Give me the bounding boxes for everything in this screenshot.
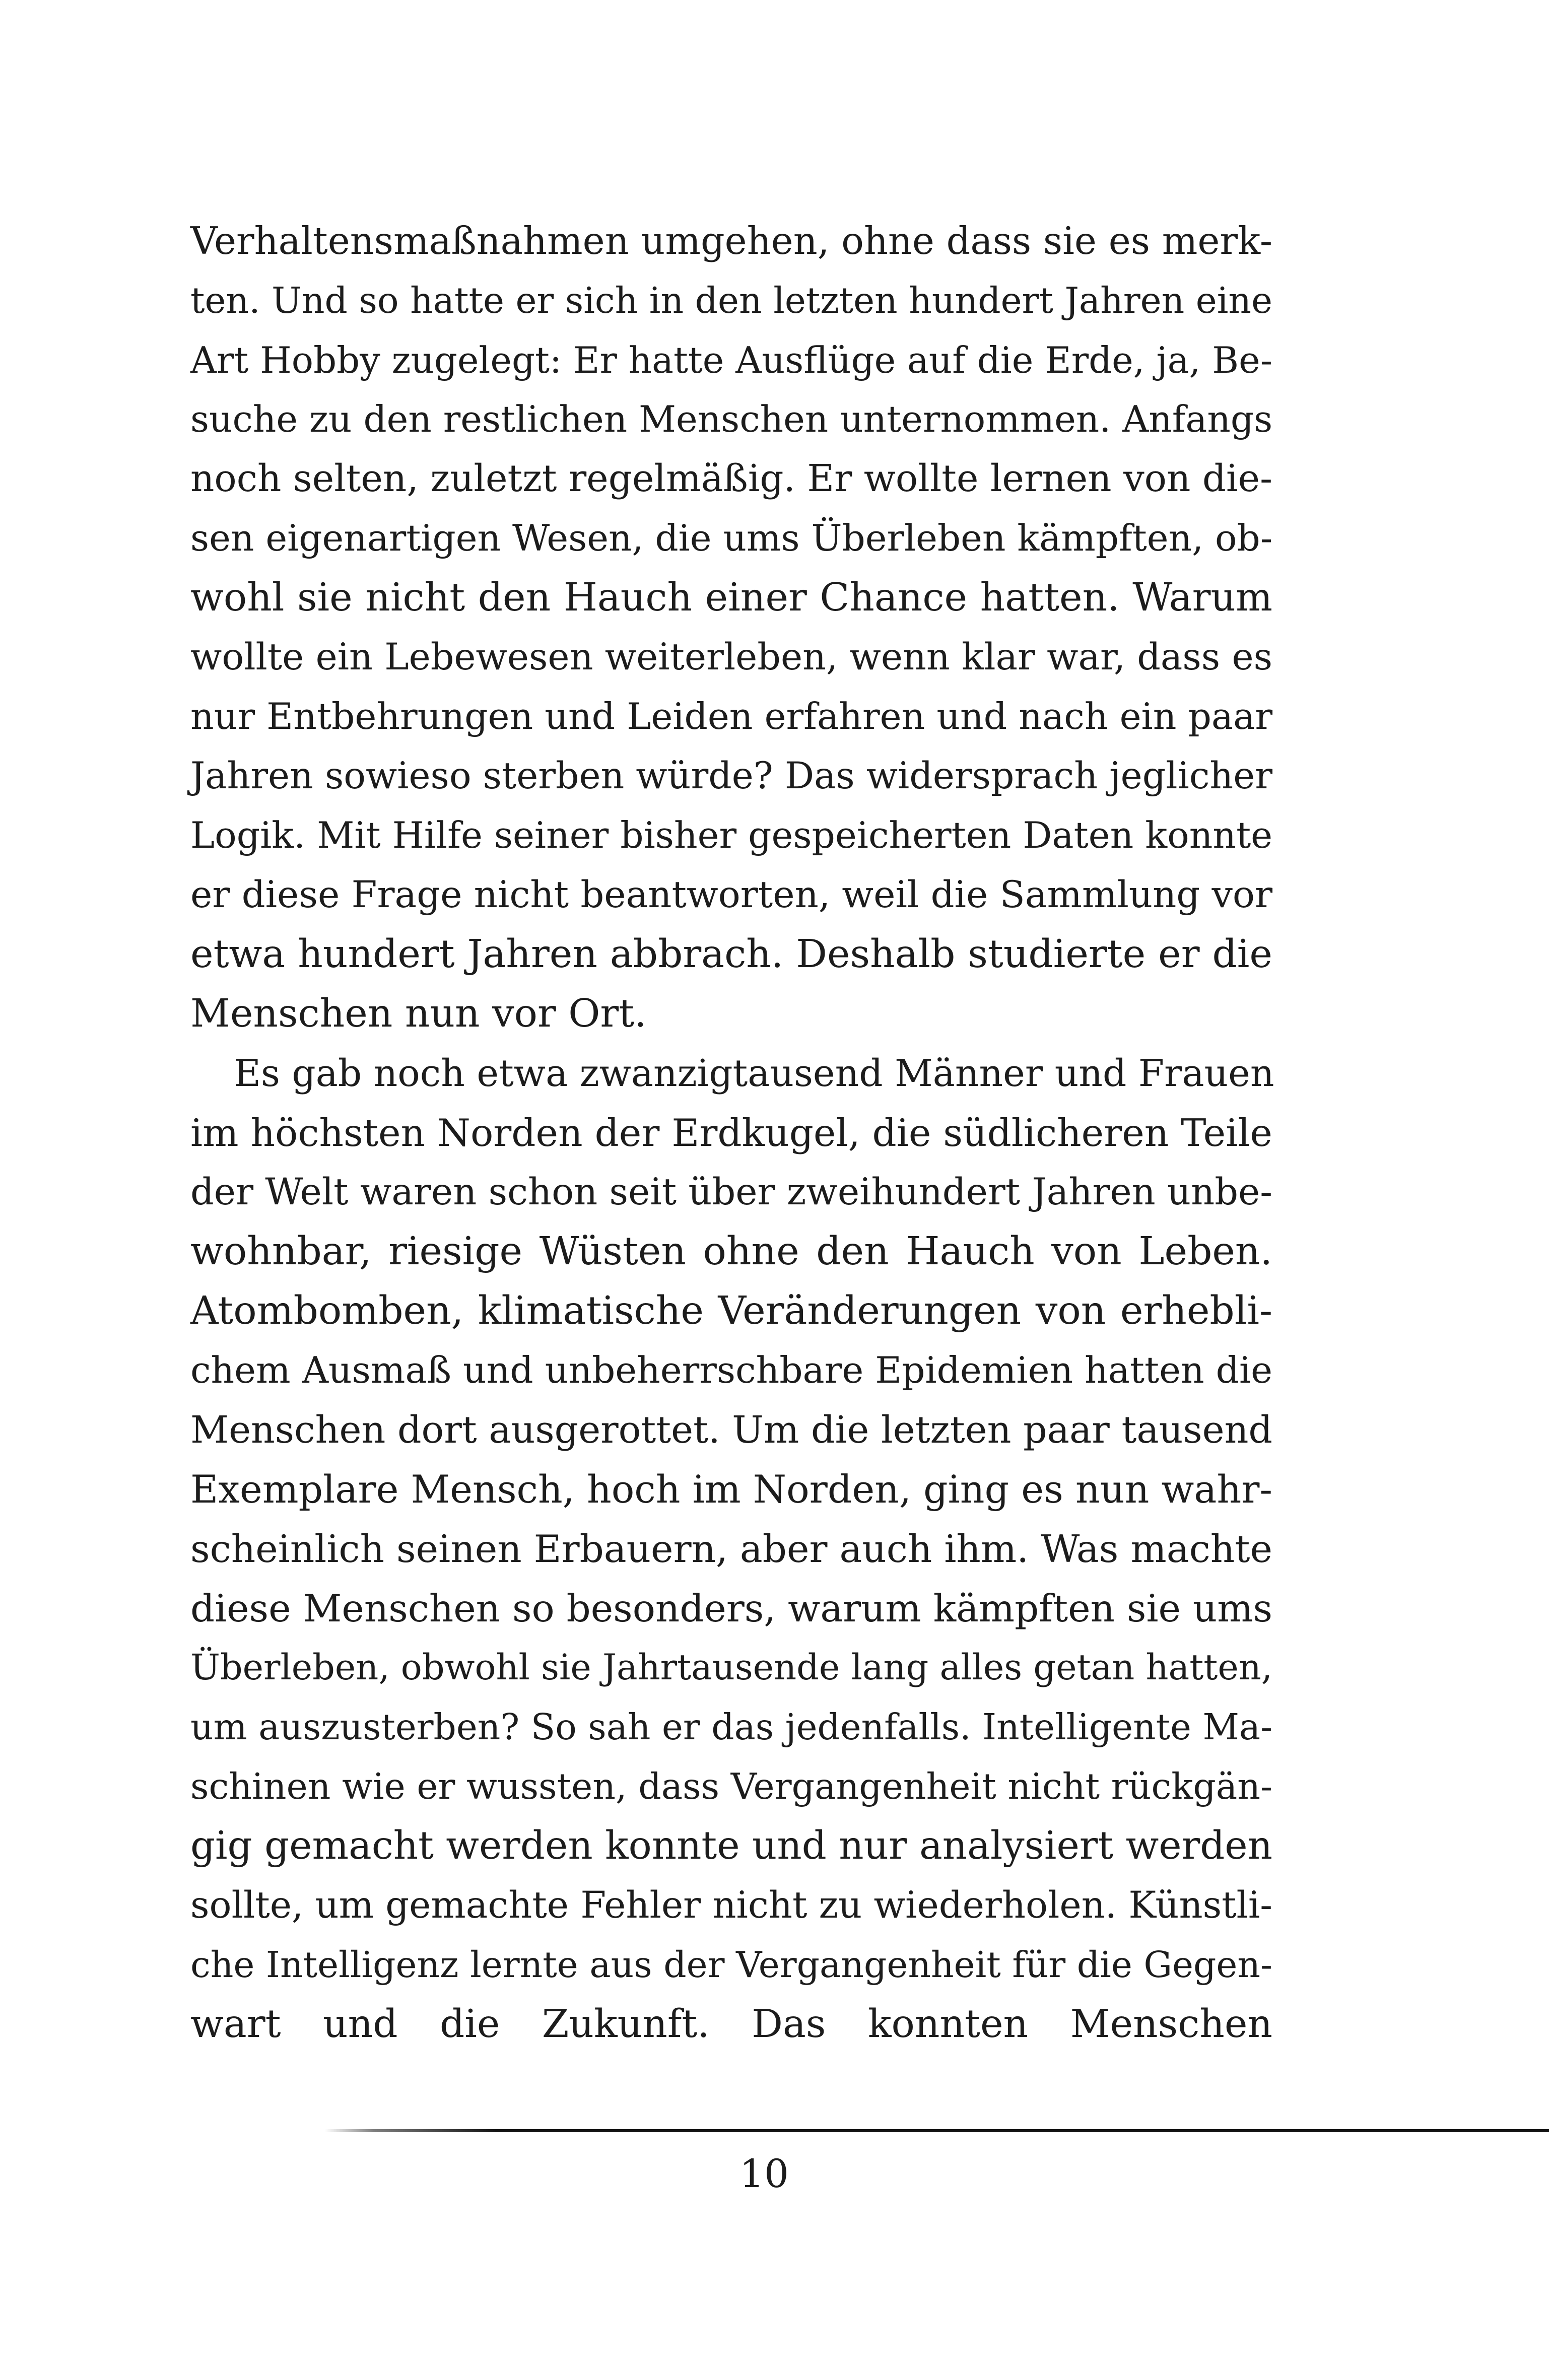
text-line: Atombomben, klimatische Veränderungen von erhebli- [190, 1288, 1272, 1333]
body-text [190, 212, 1272, 2054]
text-line: che Intelligenz lernte aus der Vergangenheit für die Gegen- [190, 1944, 1272, 1986]
text-line: diese Menschen so besonders, warum kämpften sie ums [190, 1586, 1272, 1630]
text-line: schinen wie er wussten, dass Vergangenheit nicht rückgän- [190, 1765, 1272, 1807]
text-line: chem Ausmaß und unbeherrschbare Epidemien hatten die [190, 1349, 1272, 1392]
text-line: sen eigenartigen Wesen, die ums Überleben kämpften, ob- [190, 517, 1273, 560]
text-line: Logik. Mit Hilfe seiner bisher gespeicherten Daten konnte [190, 814, 1273, 857]
text-line: Verhaltensmaßnahmen umgehen, ohne dass sie es merk- [190, 219, 1272, 263]
text-line: Überleben, obwohl sie Jahrtausende lang alles getan hatten, [190, 1647, 1273, 1688]
text-line: Jahren sowieso sterben würde? Das widersprach jeglicher [190, 755, 1273, 797]
text-line: wollte ein Lebewesen weiterleben, wenn klar war, dass es [190, 636, 1272, 678]
text-line: Menschen nun vor Ort. [190, 991, 647, 1036]
text-line: er diese Frage nicht beantworten, weil die Sammlung vor [190, 873, 1272, 916]
text-line: wohnbar, riesige Wüsten ohne den Hauch von Leben. [190, 1229, 1272, 1274]
text-line: gig gemacht werden konnte und nur analysiert werden [190, 1823, 1272, 1868]
text-line: Menschen dort ausgerottet. Um die letzten paar tausend [190, 1408, 1272, 1452]
text-line: um auszusterben? So sah er das jedenfalls. Intelligente Ma- [190, 1706, 1272, 1748]
page-number: 10 [739, 2152, 789, 2197]
text-line: wart und die Zukunft. Das konnten Menschen [190, 2002, 1272, 2047]
text-line: noch selten, zuletzt regelmäßig. Er wollte lernen von die- [190, 457, 1272, 500]
text-line: suche zu den restlichen Menschen unternommen. Anfangs [190, 398, 1273, 441]
text-line: scheinlich seinen Erbauern, aber auch ihm. Was machte [190, 1527, 1272, 1571]
text-line: ten. Und so hatte er sich in den letzten hundert Jahren eine [190, 280, 1272, 321]
text-line: Art Hobby zugelegt: Er hatte Ausflüge auf die Erde, ja, Be- [190, 339, 1272, 381]
text-line: der Welt waren schon seit über zweihundert Jahren unbe- [190, 1171, 1272, 1213]
text-line: im höchsten Norden der Erdkugel, die südlicheren Teile [190, 1111, 1272, 1155]
text-line: Exemplare Mensch, hoch im Norden, ging es nun wahr- [190, 1467, 1272, 1512]
text-line: nur Entbehrungen und Leiden erfahren und nach ein paar [190, 696, 1273, 738]
text-line: wohl sie nicht den Hauch einer Chance hatten. Warum [190, 575, 1272, 620]
footer-rule [325, 2129, 1549, 2132]
text-line: etwa hundert Jahren abbrach. Deshalb studierte er die [190, 932, 1272, 977]
text-line: Es gab noch etwa zwanzigtausend Männer und Frauen [234, 1052, 1274, 1095]
text-line: sollte, um gemachte Fehler nicht zu wiederholen. Künstli- [190, 1884, 1272, 1927]
